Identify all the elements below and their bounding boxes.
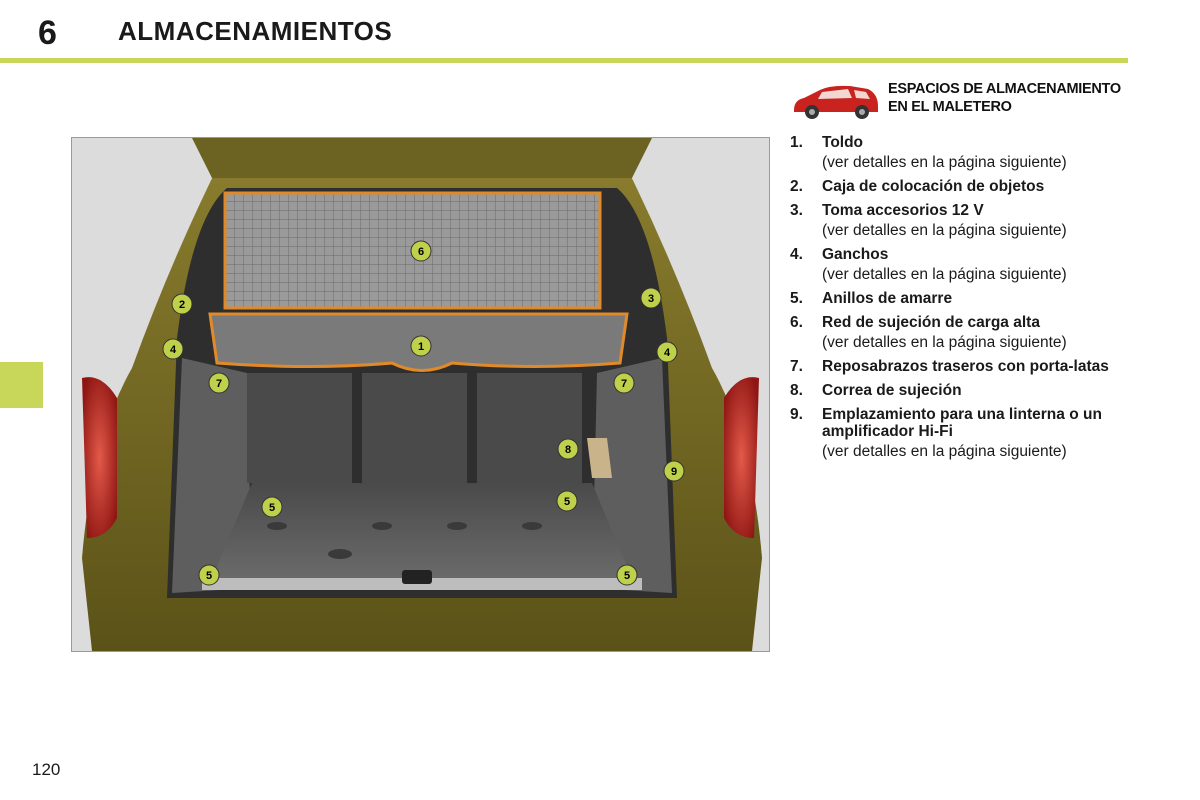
callout-6 <box>411 241 431 261</box>
trunk-diagram <box>72 138 769 651</box>
floor-ring <box>328 549 352 559</box>
trunk-illustration <box>71 137 770 652</box>
list-item <box>790 290 1135 307</box>
floor-ring <box>447 522 467 530</box>
svg-text:7: 7 <box>215 378 223 390</box>
storage-items-list <box>790 134 1135 467</box>
item-title: Emplazamiento para una linterna o un amplificador Hi-Fi <box>822 406 1102 440</box>
list-item <box>790 406 1135 460</box>
item-title: Ganchos <box>822 246 889 263</box>
item-note: (ver detalles en la página siguiente) <box>822 334 1067 351</box>
item-number: 1. <box>790 134 803 151</box>
callout-4-right <box>657 342 677 362</box>
floor-ring <box>267 522 287 530</box>
right-tail-light <box>724 377 759 538</box>
section-header <box>790 80 1135 124</box>
item-title: Correa de sujeción <box>822 382 962 399</box>
svg-text:5: 5 <box>268 502 276 514</box>
floor-ring <box>372 522 392 530</box>
seat-back-center <box>362 373 467 483</box>
callout-3 <box>641 288 661 308</box>
item-title: Reposabrazos traseros con porta-latas <box>822 358 1109 375</box>
red-car-icon <box>790 80 882 124</box>
item-number: 5. <box>790 290 803 307</box>
svg-text:3: 3 <box>647 293 655 305</box>
section-title <box>888 80 1138 116</box>
item-number: 3. <box>790 202 803 219</box>
list-item <box>790 246 1135 283</box>
seat-back-right <box>477 373 582 483</box>
item-note: (ver detalles en la página siguiente) <box>822 266 1067 283</box>
item-title: Toma accesorios 12 V <box>822 202 984 219</box>
callout-5-floor-left <box>262 497 282 517</box>
callout-9 <box>664 461 684 481</box>
callout-5-sill-right <box>617 565 637 585</box>
item-number: 9. <box>790 406 803 423</box>
list-item <box>790 202 1135 239</box>
callout-4-left <box>163 339 183 359</box>
chapter-title: ALMACENAMIENTOS <box>118 16 393 46</box>
svg-text:5: 5 <box>563 496 571 508</box>
callout-2 <box>172 294 192 314</box>
list-item <box>790 134 1135 171</box>
svg-text:5: 5 <box>623 570 631 582</box>
item-title: Caja de colocación de objetos <box>822 178 1045 195</box>
list-item <box>790 314 1135 351</box>
item-note: (ver detalles en la página siguiente) <box>822 154 1067 171</box>
callout-5-floor-right <box>557 491 577 511</box>
svg-text:2: 2 <box>178 299 186 311</box>
item-note: (ver detalles en la página siguiente) <box>822 222 1067 239</box>
tailgate <box>192 138 652 178</box>
chapter-number: 6 <box>38 14 57 52</box>
item-title: Toldo <box>822 134 864 151</box>
callout-7-left <box>209 373 229 393</box>
trunk-latch <box>402 570 432 584</box>
item-number: 8. <box>790 382 803 399</box>
svg-text:4: 4 <box>169 344 177 356</box>
item-number: 2. <box>790 178 803 195</box>
item-title: Anillos de amarre <box>822 290 953 307</box>
svg-text:4: 4 <box>663 347 671 359</box>
seat-back-left <box>247 373 352 483</box>
section-title-line-1: ESPACIOS DE ALMACENAMIENTO <box>888 81 1121 97</box>
svg-text:8: 8 <box>564 444 572 456</box>
svg-text:7: 7 <box>620 378 628 390</box>
list-item <box>790 358 1135 375</box>
list-item <box>790 382 1135 399</box>
callout-8 <box>558 439 578 459</box>
list-item <box>790 178 1135 195</box>
item-title: Red de sujeción de carga alta <box>822 314 1040 331</box>
item-number: 7. <box>790 358 803 375</box>
chapter-side-tab <box>0 362 43 408</box>
callout-1 <box>411 336 431 356</box>
item-number: 6. <box>790 314 803 331</box>
item-note: (ver detalles en la página siguiente) <box>822 443 1067 460</box>
svg-text:1: 1 <box>417 341 425 353</box>
left-tail-light <box>82 377 117 538</box>
callout-7-right <box>614 373 634 393</box>
section-title-line-2: EN EL MALETERO <box>888 99 1012 115</box>
floor-ring <box>522 522 542 530</box>
header-rule <box>0 58 1128 63</box>
page-number: 120 <box>32 760 61 779</box>
svg-text:5: 5 <box>205 570 213 582</box>
svg-text:6: 6 <box>417 246 425 258</box>
callout-5-sill-left <box>199 565 219 585</box>
svg-text:9: 9 <box>670 466 678 478</box>
item-number: 4. <box>790 246 803 263</box>
